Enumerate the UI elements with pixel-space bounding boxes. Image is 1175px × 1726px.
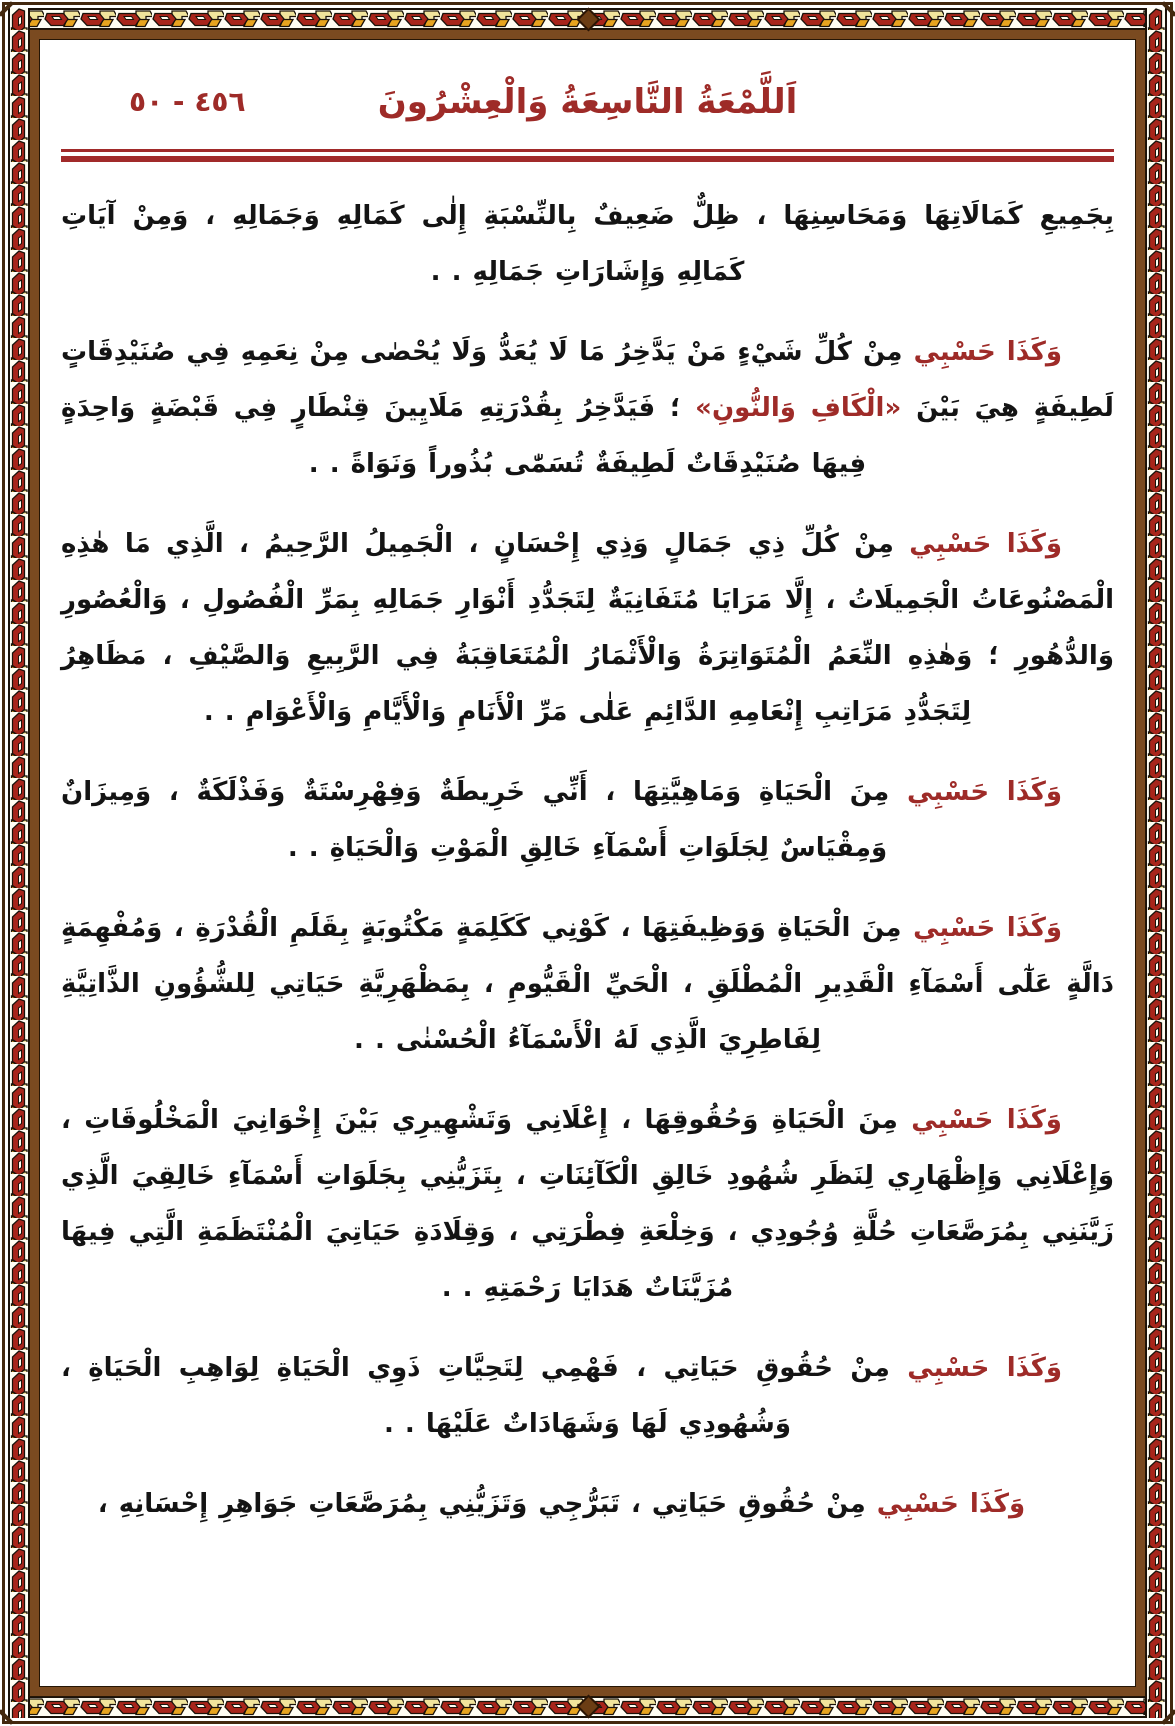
paragraph-lead: وَكَذَا حَسْبِي (911, 1105, 1062, 1135)
paragraph-text: مِنْ كُلِّ ذِي جَمَالٍ وَذِي إِحْسَانٍ ، الْجَمِيلُ الرَّحِيمُ ، الَّذِي مَا هٰذِهِ الْمَصْنُوعَاتُ الْجَمِيلَاتُ ، إِلَّا مَرَايَا مُتَفَانِيَةٌ لِتَجَدُّدِ أَنْوَارِ جَمَالِهِ بِمَرِّ الْفُصُولِ ، وَالْعُصُورِ وَالدُّهُورِ ؛ وَهٰذِهِ النِّعَمُ الْمُتَوَاتِرَةُ وَالْأَثْمَارُ الْمُتَعَاقِبَةُ فِي الرَّبِيعِ وَالصَّيْفِ ، مَظَاهِرُ لِتَجَدُّدِ مَرَاتِبِ إِنْعَامِهِ الدَّائِمِ عَلٰى مَرِّ الْأَنَامِ وَالْأَيَّامِ وَالْأَعْوَامِ . . (61, 529, 1114, 727)
paragraph-text: بِجَمِيعِ كَمَالَاتِهَا وَمَحَاسِنِهَا ، ظِلٌّ ضَعِيفٌ بِالنِّسْبَةِ إِلٰى كَمَالِهِ وَجَمَالِهِ ، وَمِنْ آيَاتِ كَمَالِهِ وَإِشَارَاتِ جَمَالِهِ . . (61, 201, 1114, 287)
paragraph-2 (61, 324, 1114, 492)
paragraph-lead: وَكَذَا حَسْبِي (876, 1489, 1026, 1519)
red-inline-phrase: «الْكَافِ وَالنُّونِ» (695, 393, 902, 423)
paragraph-3 (61, 516, 1114, 740)
paragraph-text: مِنَ الْحَيَاةِ وَوَظِيفَتِهَا ، كَوْنِي كَكَلِمَةٍ مَكْتُوبَةٍ بِقَلَمِ الْقُدْرَةِ ، وَمُفْهِمَةٍ دَالَّةٍ عَلٰٓى أَسْمَآءِ الْقَدِيرِ الْمُطْلَقِ ، الْحَيِّ الْقَيُّومِ ، بِمَظْهَرِيَّةِ حَيَاتِي لِلشُّؤُونِ الذَّاتِيَّةِ لِفَاطِرِيَ الَّذِي لَهُ الْأَسْمَآءُ الْحُسْنٰى . . (61, 913, 1114, 1055)
page-title: اَللَّمْعَةُ التَّاسِعَةُ وَالْعِشْرُونَ (377, 82, 798, 122)
paragraph-6 (61, 1092, 1114, 1316)
paragraph-4 (61, 764, 1114, 876)
page-content (39, 39, 1136, 1687)
body-text (61, 188, 1114, 1532)
paragraph-lead: وَكَذَا حَسْبِي (906, 777, 1062, 807)
header-divider-rule (61, 149, 1114, 162)
paragraph-7 (61, 1340, 1114, 1452)
divider-thick-line (61, 156, 1114, 162)
paragraph-text: مِنْ كُلِّ شَيْءٍ مَنْ يَدَّخِرُ مَا لَا يُعَدُّ وَلَا يُحْصٰى مِنْ نِعَمِهِ فِي صُنَيْدِقَاتٍ لَطِيفَةٍ هِيَ بَيْنَ (61, 337, 1114, 423)
page-header (61, 65, 1114, 139)
paragraph-5 (61, 900, 1114, 1068)
page-number: ٤٥٦ - ٥٠ (129, 85, 246, 118)
paragraph-text: مِنَ الْحَيَاةِ وَحُقُوقِهَا ، إِعْلَانِي وَتَشْهِيرِي بَيْنَ إِخْوَانِيَ الْمَخْلُوقَاتِ ، وَإِعْلَانِي وَإِظْهَارِي لِنَظَرِ شُهُودِ خَالِقِ الْكَآئِنَاتِ ، بِتَزَيُّنِي بِجَلَوَاتِ أَسْمَآءِ خَالِقِيَ الَّذِي زَيَّنَنِي بِمُرَصَّعَاتِ حُلَّةِ وُجُودِي ، وَخِلْعَةِ فِطْرَتِي ، وَقِلَادَةِ حَيَاتِيَ الْمُنْتَظَمَةِ الَّتِي فِيهَا مُزَيَّنَاتٌ هَدَايَا رَحْمَتِهِ . . (61, 1105, 1114, 1303)
paragraph-lead: وَكَذَا حَسْبِي (909, 529, 1062, 559)
paragraph-1 (61, 188, 1114, 300)
paragraph-text: مِنَ الْحَيَاةِ وَمَاهِيَّتِهَا ، أَنِّي خَرِيطَةٌ وَفِهْرِسْتَةٌ وَفَذْلَكَةٌ ، وَمِيزَانٌ وَمِقْيَاسٌ لِجَلَوَاتِ أَسْمَآءِ خَالِقِ الْمَوْتِ وَالْحَيَاةِ . . (61, 777, 890, 863)
paragraph-text: مِنْ حُقُوقِ حَيَاتِي ، فَهْمِي لِتَحِيَّاتِ ذَوِي الْحَيَاةِ لِوَاهِبِ الْحَيَاةِ ، وَشُهُودِي لَهَا وَشَهَادَاتٌ عَلَيْهَا . . (61, 1353, 890, 1439)
paragraph-text-after: ؛ فَيَدَّخِرُ بِقُدْرَتِهِ مَلَايِينَ قِنْطَارٍ فِي قَبْضَةٍ وَاحِدَةٍ فِيهَا صُنَيْدِقَاتٌ لَطِيفَةٌ تُسَمّٰى بُذُوراً وَنَوَاةً . . (61, 393, 867, 479)
paragraph-text: مِنْ حُقُوقِ حَيَاتِي ، تَبَرُّجِي وَتَزَيُّنِي بِمُرَصَّعَاتِ جَوَاهِرِ إِحْسَانِهِ ، (97, 1489, 866, 1519)
paragraph-8 (61, 1476, 1114, 1532)
ornament-border-left (8, 8, 30, 1718)
paragraph-lead: وَكَذَا حَسْبِي (913, 913, 1062, 943)
paragraph-lead: وَكَذَا حَسْبِي (907, 1353, 1062, 1383)
paragraph-lead: وَكَذَا حَسْبِي (913, 337, 1062, 367)
ornament-border-right (1145, 8, 1167, 1718)
